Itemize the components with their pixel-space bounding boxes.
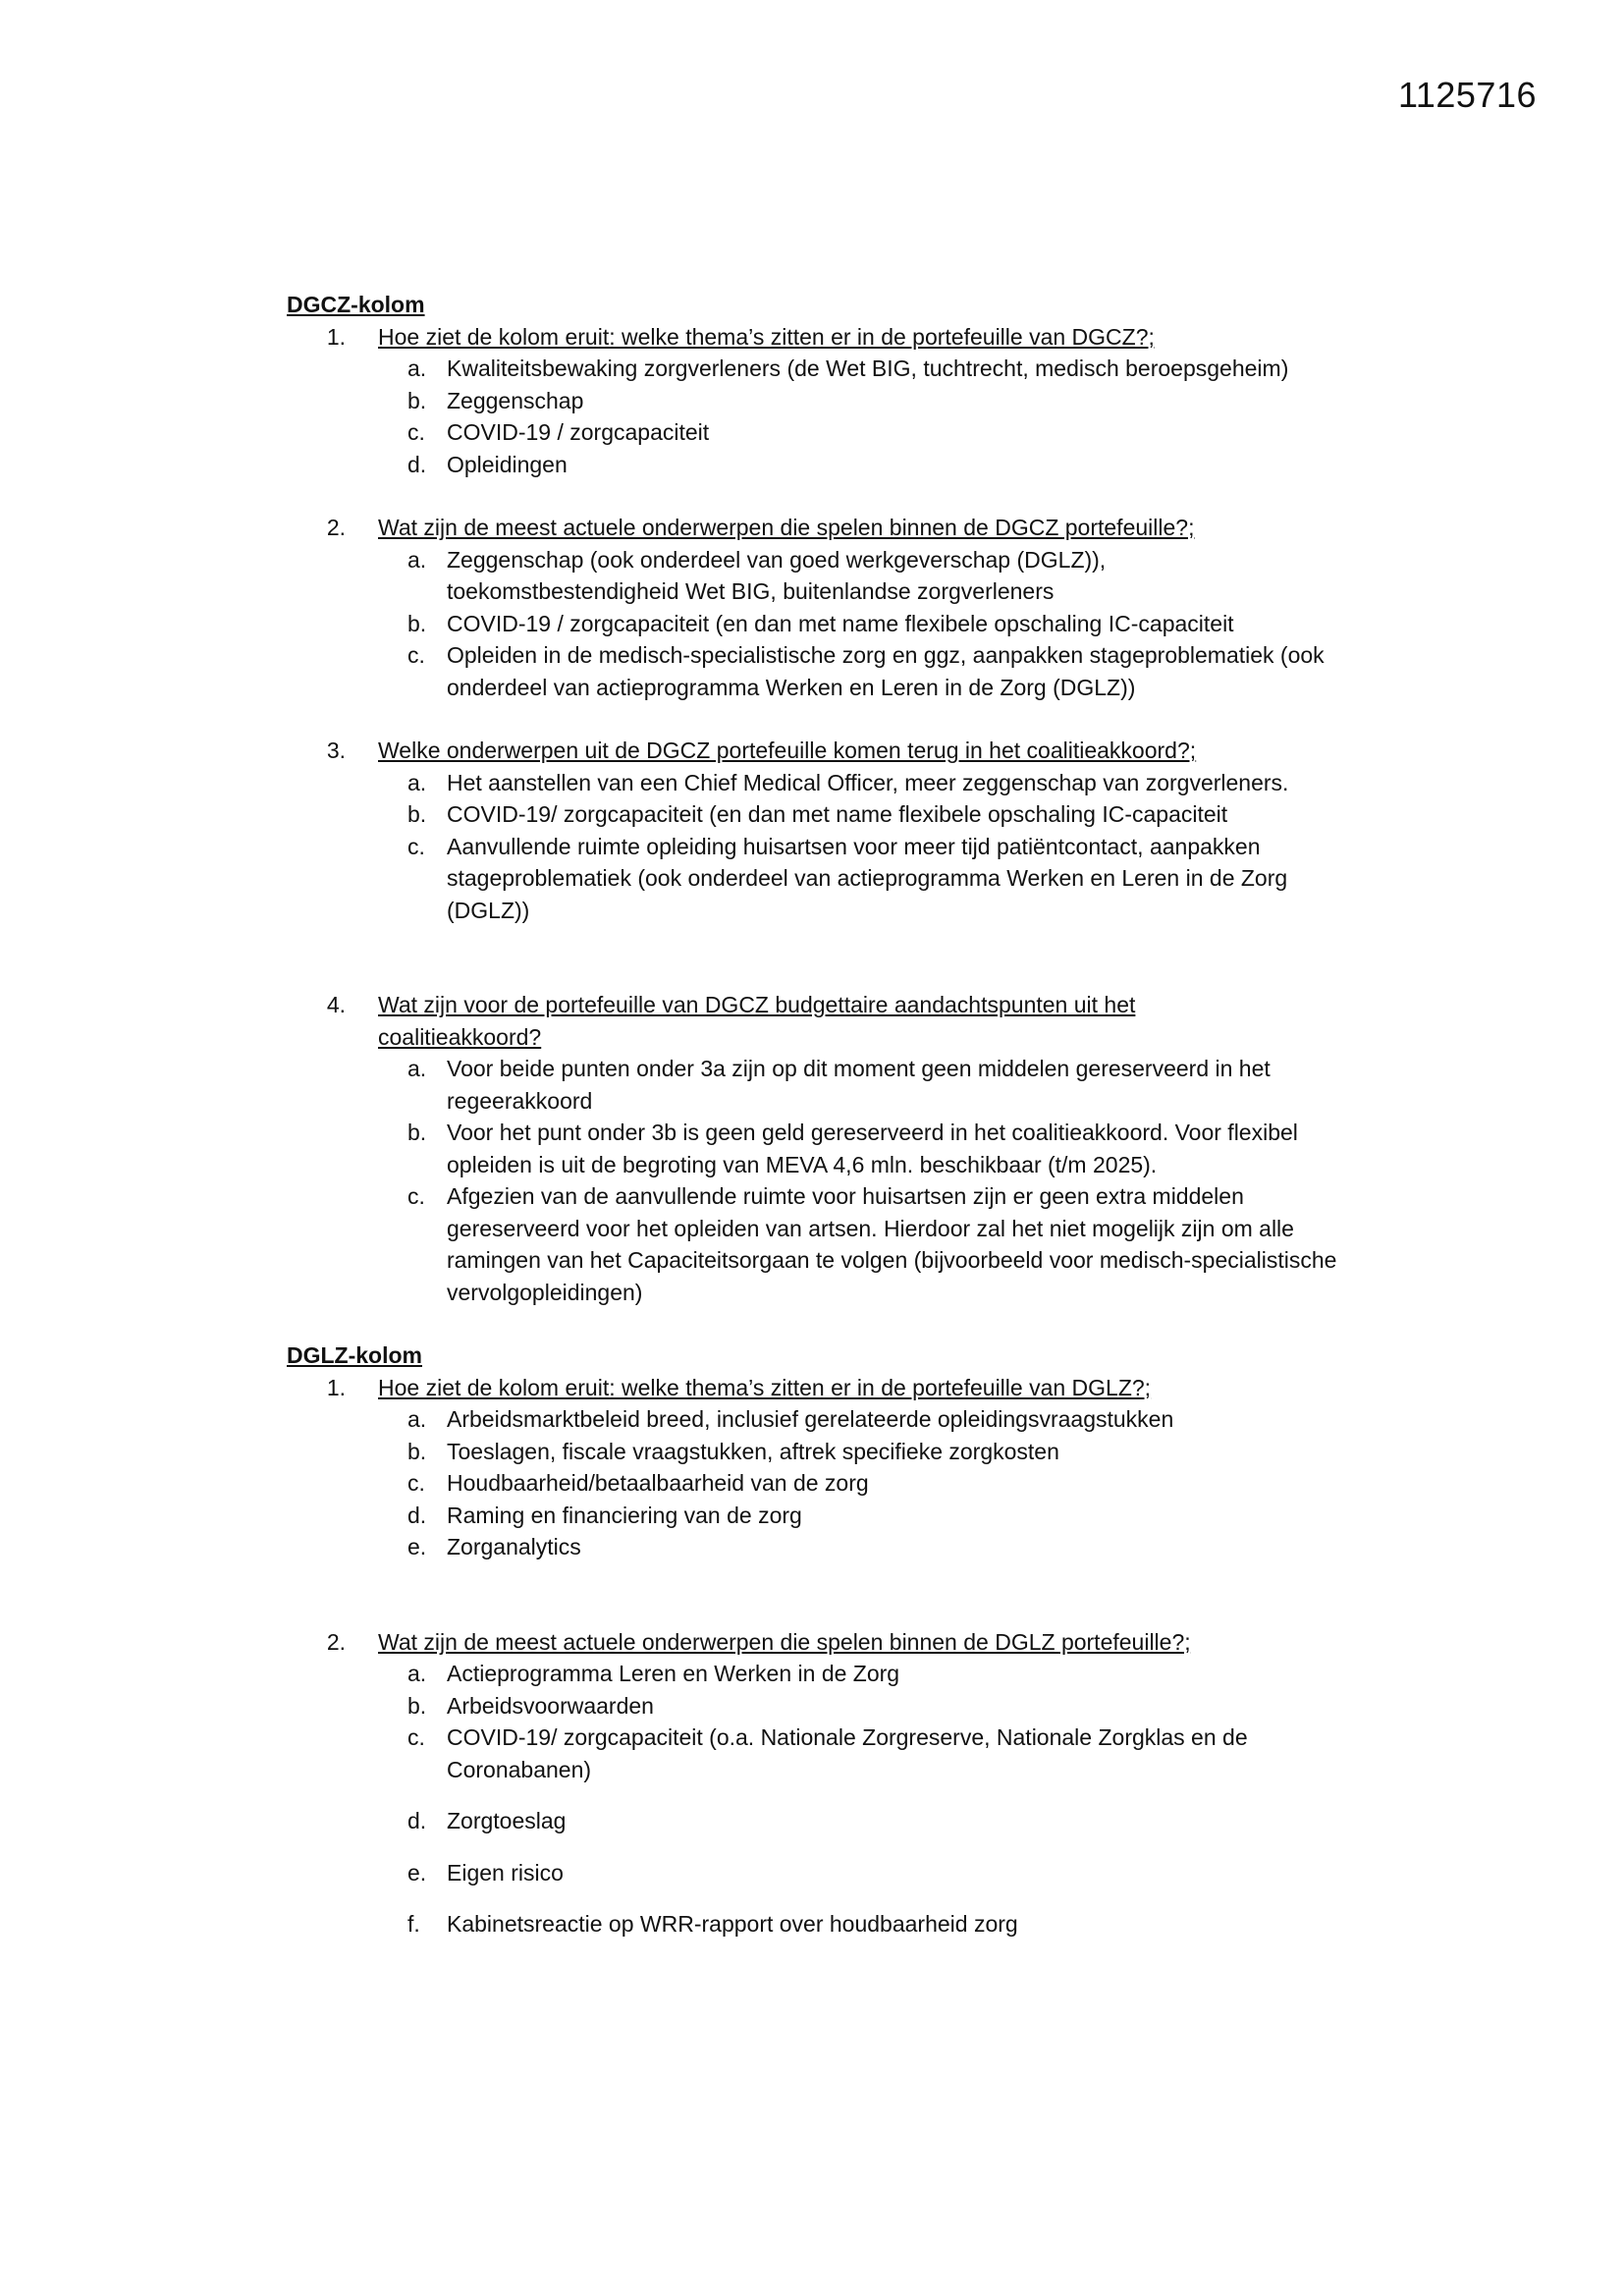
answer-list	[407, 1053, 1367, 1308]
answer-text: Voor het punt onder 3b is geen geld gereserveerd in het coalitieakkoord. Voor flexibel opleiden is uit de begroting van MEVA 4,6 mln. beschikbaar (t/m 2025).	[447, 1120, 1298, 1177]
answer-text: Aanvullende ruimte opleiding huisartsen voor meer tijd patiëntcontact, aanpakken stageproblematiek (ook onderdeel van actieprogramma Werken en Leren in de Zorg (DGLZ))	[447, 833, 1288, 923]
section-title-dglz: DGLZ-kolom	[287, 1342, 422, 1368]
answer-letter: c.	[407, 1183, 425, 1209]
question-number: 4.	[326, 992, 346, 1017]
answer-item	[407, 1857, 1367, 1889]
answer-text: Arbeidsvoorwaarden	[447, 1692, 654, 1719]
answer-letter: b.	[407, 801, 427, 827]
answer-list	[407, 1658, 1367, 1941]
answer-letter: d.	[407, 1502, 427, 1528]
answer-letter: b.	[407, 387, 427, 413]
answer-item	[407, 1180, 1367, 1308]
answer-letter: d.	[407, 1808, 427, 1833]
answer-text: Zorganalytics	[447, 1534, 581, 1559]
question-number: 1.	[326, 1374, 346, 1400]
answer-letter: c.	[407, 1470, 425, 1496]
answer-text: Kabinetsreactie op WRR-rapport over houdbaarheid zorg	[447, 1911, 1018, 1937]
answer-item	[407, 1436, 1367, 1468]
answer-list	[407, 544, 1367, 704]
answer-text: COVID-19/ zorgcapaciteit (o.a. Nationale Zorgreserve, Nationale Zorgklas en de Coronabanen)	[447, 1724, 1248, 1782]
answer-item	[407, 831, 1367, 927]
question	[287, 1372, 1367, 1404]
question-text: Wat zijn de meest actuele onderwerpen die spelen binnen de DGCZ portefeuille?;	[378, 515, 1195, 540]
answer-item	[407, 1467, 1367, 1500]
answer-text: Voor beide punten onder 3a zijn op dit moment geen middelen gereserveerd in het regeerakkoord	[447, 1056, 1271, 1114]
question-text: Wat zijn voor de portefeuille van DGCZ budgettaire aandachtspunten uit het coalitieakkoord?	[378, 992, 1136, 1050]
answer-letter: c.	[407, 1724, 425, 1750]
question	[287, 512, 1367, 544]
answer-letter: a.	[407, 1406, 427, 1432]
question-text: Hoe ziet de kolom eruit: welke thema’s zitten er in de portefeuille van DGCZ?;	[378, 323, 1155, 350]
answer-item	[407, 1805, 1367, 1837]
answer-item	[407, 798, 1367, 831]
answer-text: Zorgtoeslag	[447, 1808, 567, 1833]
question	[287, 989, 1367, 1053]
question-number: 1.	[326, 323, 346, 350]
answer-item	[407, 1531, 1367, 1563]
question	[287, 321, 1367, 354]
answer-letter: a.	[407, 769, 427, 795]
question-number: 2.	[326, 515, 346, 540]
answer-letter: a.	[407, 546, 427, 573]
question-number: 3.	[326, 738, 346, 763]
answer-item	[407, 416, 1367, 449]
document-number: 1125716	[1398, 75, 1537, 115]
answer-item	[407, 353, 1367, 385]
answer-text: Toeslagen, fiscale vraagstukken, aftrek specifieke zorgkosten	[447, 1438, 1059, 1464]
answer-text: Kwaliteitsbewaking zorgverleners (de Wet BIG, tuchtrecht, medisch beroepsgeheim)	[447, 355, 1289, 381]
answer-text: Eigen risico	[447, 1859, 564, 1886]
answer-item	[407, 385, 1367, 417]
answer-letter: b.	[407, 1120, 427, 1145]
answer-text: COVID-19 / zorgcapaciteit	[447, 419, 710, 445]
question-text: Wat zijn de meest actuele onderwerpen die spelen binnen de DGLZ portefeuille?;	[378, 1628, 1191, 1655]
answer-letter: b.	[407, 610, 427, 636]
answer-text: Actieprogramma Leren en Werken in de Zorg	[447, 1661, 900, 1686]
answer-text: Zeggenschap (ook onderdeel van goed werkgeverschap (DGLZ)), toekomstbestendigheid Wet BIG, buitenlandse zorgverleners	[447, 546, 1107, 604]
answer-letter: c.	[407, 833, 425, 859]
document-body	[287, 289, 1367, 1941]
answer-text: Opleiden in de medisch-specialistische zorg en ggz, aanpakken stageproblematiek (ook onderdeel van actieprogramma Werken en Leren in de Zorg (DGLZ))	[447, 642, 1325, 700]
answer-letter: a.	[407, 1661, 427, 1686]
answer-letter: a.	[407, 1056, 427, 1081]
answer-item	[407, 544, 1367, 608]
answer-letter: c.	[407, 642, 425, 668]
answer-item	[407, 1500, 1367, 1532]
answer-item	[407, 639, 1367, 703]
answer-item	[407, 1722, 1367, 1785]
answer-text: Raming en financiering van de zorg	[447, 1502, 802, 1528]
answer-list	[407, 353, 1367, 480]
answer-text: Zeggenschap	[447, 387, 584, 413]
answer-letter: c.	[407, 419, 425, 445]
answer-text: Afgezien van de aanvullende ruimte voor huisartsen zijn er geen extra middelen gereserveerd voor het opleiden van artsen. Hierdoor zal het niet mogelijk zijn om alle ramingen van het Capaciteitsorgaan te volgen (bijvoorbeeld voor medisch-specialistische vervolgopleidingen)	[447, 1183, 1337, 1305]
question	[287, 1626, 1367, 1659]
answer-text: Het aanstellen van een Chief Medical Officer, meer zeggenschap van zorgverleners.	[447, 769, 1289, 795]
answer-item	[407, 1117, 1367, 1180]
answer-letter: e.	[407, 1534, 427, 1559]
answer-item	[407, 608, 1367, 640]
answer-letter: e.	[407, 1859, 427, 1886]
answer-text: Opleidingen	[447, 451, 568, 477]
answer-item	[407, 1690, 1367, 1722]
section-title-dgcz: DGCZ-kolom	[287, 292, 425, 317]
question	[287, 735, 1367, 767]
answer-text: COVID-19/ zorgcapaciteit (en dan met name flexibele opschaling IC-capaciteit	[447, 801, 1228, 827]
answer-item	[407, 1403, 1367, 1436]
question-number: 2.	[326, 1628, 346, 1655]
answer-item	[407, 1908, 1367, 1941]
answer-item	[407, 1053, 1367, 1117]
answer-letter: b.	[407, 1692, 427, 1719]
answer-text: COVID-19 / zorgcapaciteit (en dan met name flexibele opschaling IC-capaciteit	[447, 610, 1234, 636]
answer-letter: f.	[407, 1911, 420, 1937]
answer-text: Houdbaarheid/betaalbaarheid van de zorg	[447, 1470, 869, 1496]
answer-letter: a.	[407, 355, 427, 381]
answer-list	[407, 767, 1367, 927]
question-text: Welke onderwerpen uit de DGCZ portefeuille komen terug in het coalitieakkoord?;	[378, 738, 1197, 763]
answer-item	[407, 449, 1367, 481]
answer-letter: d.	[407, 451, 427, 477]
answer-item	[407, 1658, 1367, 1690]
question-text: Hoe ziet de kolom eruit: welke thema’s zitten er in de portefeuille van DGLZ?;	[378, 1374, 1152, 1400]
answer-text: Arbeidsmarktbeleid breed, inclusief gerelateerde opleidingsvraagstukken	[447, 1406, 1174, 1432]
answer-item	[407, 767, 1367, 799]
answer-list	[407, 1403, 1367, 1563]
answer-letter: b.	[407, 1438, 427, 1464]
